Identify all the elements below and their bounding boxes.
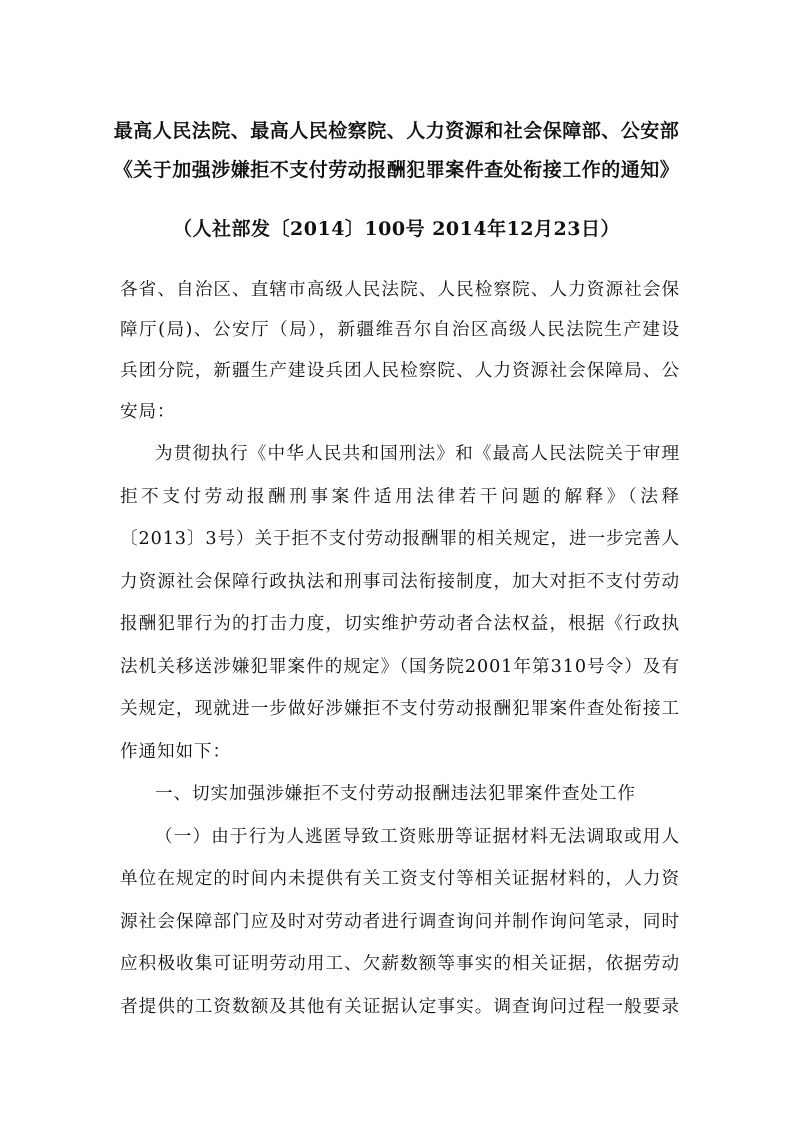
paragraph-line: 力资源社会保障行政执法和刑事司法衔接制度，加大对拒不支付劳动 (120, 572, 680, 592)
paragraph-line: 〔2013〕3号）关于拒不支付劳动报酬罪的相关规定，进一步完善人 (120, 529, 680, 549)
paragraph-line: 者提供的工资数额及其他有关证据认定事实。调查询问过程一般要录 (120, 997, 680, 1017)
addressee-line: 障厅(局)、公安厅（局），新疆维吾尔自治区高级人民法院生产建设 (120, 320, 680, 340)
paragraph-line: 拒不支付劳动报酬刑事案件适用法律若干问题的解释》（法释 (120, 487, 680, 507)
paragraph-line: 法机关移送涉嫌犯罪案件的规定》（国务院2001年第310号令）及有 (120, 657, 680, 677)
paragraph-line: （一）由于行为人逃匿导致工资账册等证据材料无法调取或用人 (155, 827, 680, 847)
paragraph-line: 为贯彻执行《中华人民共和国刑法》和《最高人民法院关于审理 (155, 444, 680, 464)
addressee-line: 安局： (120, 402, 176, 422)
paragraph-line: 报酬犯罪行为的打击力度，切实维护劳动者合法权益，根据《行政执 (120, 614, 680, 634)
paragraph-line: 源社会保障部门应及时对劳动者进行调查询问并制作询问笔录，同时 (120, 912, 680, 932)
addressee-line: 各省、自治区、直辖市高级人民法院、人民检察院、人力资源社会保 (120, 280, 680, 300)
paragraph-line: 关规定，现就进一步做好涉嫌拒不支付劳动报酬犯罪案件查处衔接工 (120, 699, 680, 719)
title-issuers: 最高人民法院、最高人民检察院、人力资源和社会保障部、公安部 (113, 120, 680, 142)
section-heading: 一、切实加强涉嫌拒不支付劳动报酬违法犯罪案件查处工作 (155, 784, 636, 804)
paragraph-line: 应积极收集可证明劳动用工、欠薪数额等事实的相关证据，依据劳动 (120, 954, 680, 974)
title-document-number: （人社部发〔2014〕100号 2014年12月23日） (173, 218, 620, 240)
title-notice-name: 《关于加强涉嫌拒不支付劳动报酬犯罪案件查处衔接工作的通知》 (113, 159, 680, 181)
paragraph-line: 单位在规定的时间内未提供有关工资支付等相关证据材料的，人力资 (120, 869, 680, 889)
paragraph-line: 作通知如下： (120, 742, 231, 762)
addressee-line: 兵团分院，新疆生产建设兵团人民检察院、人力资源社会保障局、公 (120, 361, 680, 381)
